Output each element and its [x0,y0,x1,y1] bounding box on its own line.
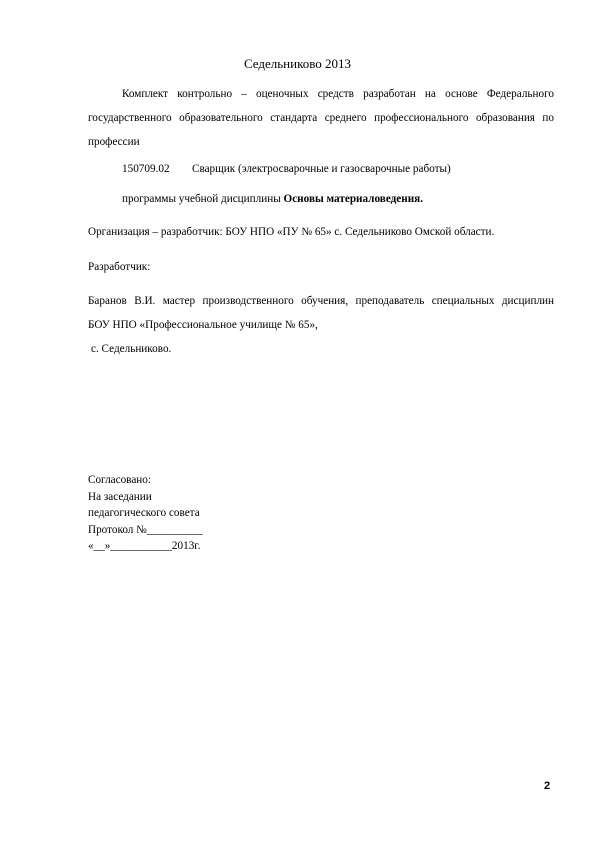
approval-line-4: Протокол №__________ [88,523,203,536]
approval-line-1: Согласовано: [88,474,151,486]
intro-line-3: профессии [88,136,140,148]
developer-line-2: БОУ НПО «Профессиональное училище № 65», [88,319,318,331]
approval-line-3: педагогического совета [88,507,200,519]
document-title: Седельниково 2013 [243,56,352,71]
approval-line-5: «__»___________2013г. [88,540,201,552]
intro-paragraph [88,82,554,154]
intro-line-2: государственного образовательного стандарта среднего профессионального образования по [88,112,554,124]
intro-line-1: Комплект контрольно – оценочных средств разработан на основе Федерального [122,88,554,100]
developer-label: Разработчик: [88,261,151,273]
program-line [122,193,423,205]
profession-code: 150709.02 [122,163,170,175]
approval-line-2: На заседании [88,490,152,503]
program-prefix: программы учебной дисциплины [122,193,284,205]
organization-line: Организация – разработчик: БОУ НПО «ПУ № 65» с. Седельниково Омской области. [88,226,495,238]
developer-paragraph [88,289,554,337]
profession-name: Сварщик (электросварочные и газосварочные работы) [192,163,451,175]
place-line: с. Седельниково. [91,343,172,355]
approval-block [88,472,203,555]
page-number: 2 [544,780,551,792]
program-subject: Основы материаловедения. [283,193,424,205]
developer-line-1: Баранов В.И. мастер производственного обучения, преподаватель специальных дисциплин [88,295,554,307]
